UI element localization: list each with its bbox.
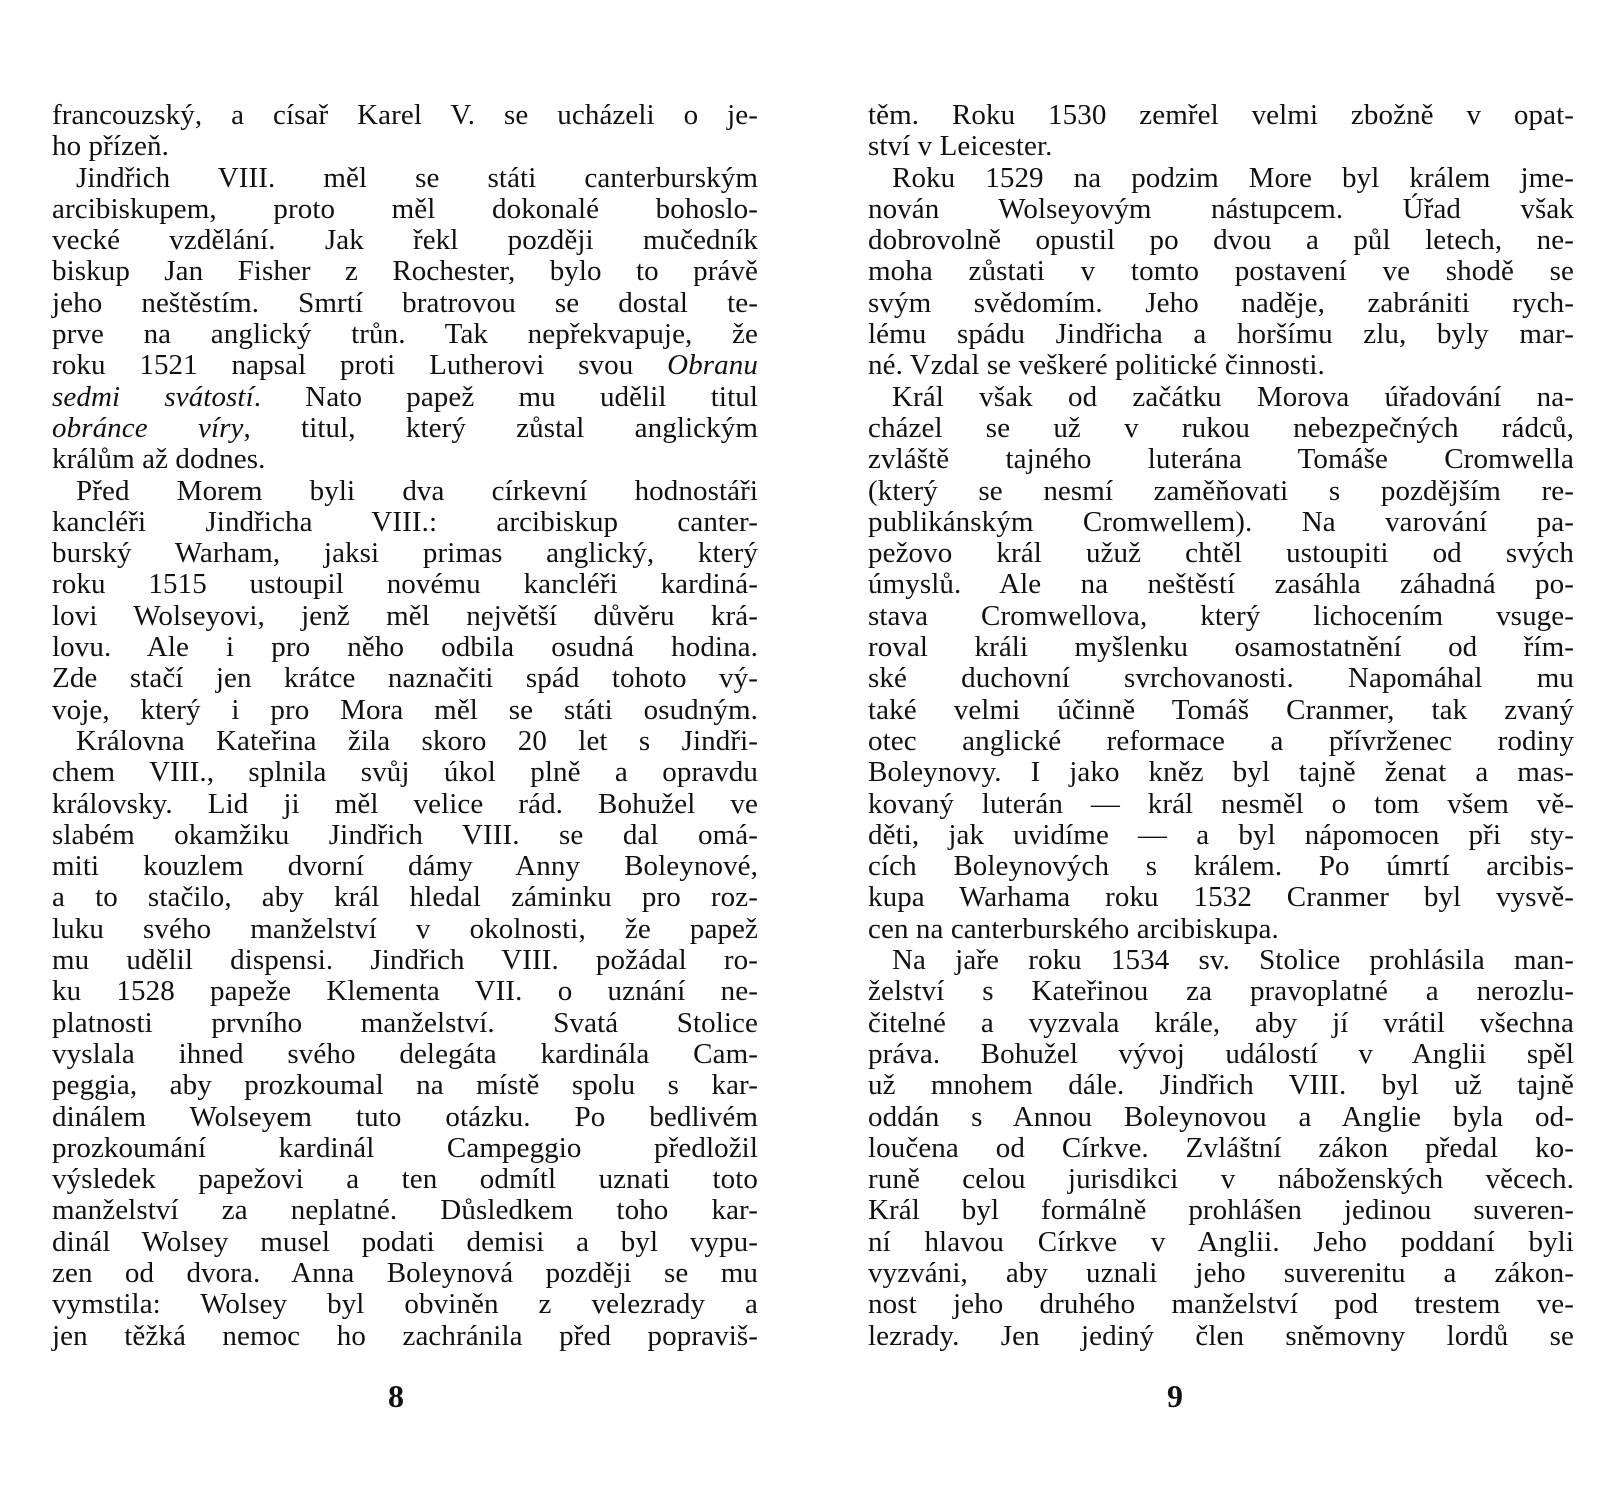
text-line xyxy=(52,100,758,131)
line-text: ku 1528 papeže Klementa VII. o uznání ne- xyxy=(52,975,758,1008)
line-text: čitelné a vyzvala krále, aby jí vrátil všechna xyxy=(868,1006,1574,1039)
text-line xyxy=(52,945,758,976)
line-text: děti, jak uvidíme — a byl nápomocen při sty- xyxy=(868,818,1574,851)
line-text: ství v Leicester. xyxy=(868,130,1053,163)
line-text: mu udělil dispensi. Jindřich VIII. požádal ro- xyxy=(52,944,758,977)
text-line xyxy=(52,1321,758,1352)
text-line xyxy=(868,444,1574,475)
text-line xyxy=(52,194,758,225)
text-line xyxy=(52,163,758,194)
line-text: francouzský, a císař Karel V. se ucházeli o je- xyxy=(52,99,758,131)
line-text: biskup Jan Fisher z Rochester, bylo to právě xyxy=(52,255,758,288)
text-line xyxy=(52,1008,758,1039)
line-text: lezrady. Jen jediný člen sněmovny lordů se xyxy=(868,1319,1574,1352)
line-text: ho přízeň. xyxy=(52,130,169,163)
line-text: luku svého manželství v okolnosti, že papež xyxy=(52,912,758,945)
text-line xyxy=(868,1258,1574,1289)
line-text: stava Cromwellova, který lichocením vsuge- xyxy=(868,599,1574,632)
line-text: lému spádu Jindřicha a horšímu zlu, byly mar- xyxy=(868,318,1574,351)
text-line xyxy=(868,1133,1574,1164)
text-line xyxy=(868,100,1574,131)
text-line xyxy=(868,476,1574,507)
line-text: také velmi účinně Tomáš Cranmer, tak zvaný xyxy=(868,693,1574,726)
line-text: ní hlavou Církve v Anglii. Jeho poddaní byli xyxy=(868,1225,1574,1258)
line-text: prozkoumání kardinál Campeggio předložil xyxy=(52,1131,758,1164)
text-line xyxy=(52,1133,758,1164)
text-line xyxy=(868,1227,1574,1258)
text-line xyxy=(868,256,1574,287)
text-line xyxy=(52,976,758,1007)
line-text: lovi Wolseyovi, jenž měl největší důvěru krá- xyxy=(52,599,758,632)
line-text: želství s Kateřinou za pravoplatné a nerozlu- xyxy=(868,975,1574,1008)
text-line xyxy=(52,1195,758,1226)
line-text: vecké vzdělání. Jak řekl později mučedník xyxy=(52,224,758,257)
text-line xyxy=(868,1102,1574,1133)
text-line xyxy=(52,663,758,694)
line-text: prve na anglický trůn. Tak nepřekvapuje, že xyxy=(52,318,758,351)
text-line xyxy=(52,538,758,569)
right-page-text xyxy=(868,100,1574,1352)
text-line xyxy=(52,757,758,788)
line-text: vyzváni, aby uznali jeho suverenitu a zákon- xyxy=(868,1256,1574,1289)
line-text: jen těžká nemoc ho zachránila před popraviš- xyxy=(52,1319,758,1352)
line-text: Královna Kateřina žila skoro 20 let s Jindři- xyxy=(76,724,758,757)
left-page xyxy=(52,0,758,1500)
text-line xyxy=(52,1289,758,1320)
line-text: svým svědomím. Jeho naděje, zabrániti rych- xyxy=(868,286,1574,319)
text-line xyxy=(52,225,758,256)
line-text: roku 1521 napsal proti Lutherovi svou xyxy=(52,349,668,382)
line-text: miti kouzlem dvorní dámy Anny Boleynové, xyxy=(52,850,758,883)
text-line xyxy=(868,601,1574,632)
text-line xyxy=(52,1039,758,1070)
text-line xyxy=(868,194,1574,225)
text-line xyxy=(52,350,758,381)
text-line xyxy=(52,507,758,538)
text-line xyxy=(868,1321,1574,1352)
text-line xyxy=(52,914,758,945)
italic-title: Obranu xyxy=(667,349,758,382)
line-text: loučena od Církve. Zvláštní zákon předal ko- xyxy=(868,1131,1574,1164)
line-text: peggia, aby prozkoumal na místě spolu s kar- xyxy=(52,1069,758,1102)
line-text: kancléři Jindřicha VIII.: arcibiskup canter- xyxy=(52,505,758,538)
text-line xyxy=(868,851,1574,882)
line-text: práva. Bohužel vývoj událostí v Anglii spěl xyxy=(868,1037,1574,1070)
line-text: výsledek papežovi a ten odmítl uznati toto xyxy=(52,1163,758,1196)
text-line xyxy=(868,1039,1574,1070)
line-text: pežovo král užuž chtěl ustoupiti od svých xyxy=(868,537,1574,570)
text-line xyxy=(868,789,1574,820)
line-text: , titul, který zůstal anglickým xyxy=(243,411,758,444)
line-text: roku 1515 ustoupil novému kancléři kardiná- xyxy=(52,568,758,601)
line-text: Na jaře roku 1534 sv. Stolice prohlásila man- xyxy=(892,944,1574,977)
text-line xyxy=(52,382,758,413)
text-line xyxy=(868,1195,1574,1226)
text-line xyxy=(868,882,1574,913)
line-text: Roku 1529 na podzim More byl králem jme- xyxy=(892,161,1574,194)
line-text: těm. Roku 1530 zemřel velmi zbožně v opat- xyxy=(868,99,1574,131)
text-line xyxy=(868,288,1574,319)
line-text: chem VIII., splnila svůj úkol plně a opravdu xyxy=(52,756,758,789)
line-text: arcibiskupem, proto měl dokonalé bohoslo- xyxy=(52,192,758,225)
page-number: 8 xyxy=(388,1378,404,1414)
text-line xyxy=(868,914,1574,945)
line-text: nován Wolseyovým nástupcem. Úřad však xyxy=(868,192,1574,225)
line-text: lovu. Ale i pro něho odbila osudná hodina. xyxy=(52,631,758,664)
line-text: Král však od začátku Morova úřadování na- xyxy=(892,380,1574,413)
line-text: ské duchovní svrchovanosti. Napomáhal mu xyxy=(868,662,1574,695)
line-text: králům až dodnes. xyxy=(52,443,266,476)
text-line xyxy=(52,288,758,319)
text-line xyxy=(52,882,758,913)
line-text: už mnohem dále. Jindřich VIII. byl už tajně xyxy=(868,1069,1574,1102)
text-line xyxy=(52,319,758,350)
text-line xyxy=(52,476,758,507)
text-line xyxy=(868,225,1574,256)
text-line xyxy=(868,1070,1574,1101)
text-line xyxy=(52,726,758,757)
text-line xyxy=(52,131,758,162)
text-line xyxy=(52,789,758,820)
line-text: Před Morem byli dva církevní hodnostáři xyxy=(76,474,758,507)
line-text: cházel se už v rukou nebezpečných rádců, xyxy=(868,411,1574,444)
line-text: burský Warham, jaksi primas anglický, který xyxy=(52,537,758,570)
text-line xyxy=(52,1164,758,1195)
line-text: jeho neštěstím. Smrtí bratrovou se dostal te- xyxy=(52,286,758,319)
line-text: dinál Wolsey musel podati demisi a byl vypu- xyxy=(52,1225,758,1258)
line-text: úmyslů. Ale na neštěstí zasáhla záhadná po- xyxy=(868,568,1574,601)
line-text: moha zůstati v tomto postavení ve shodě se xyxy=(868,255,1574,288)
text-line xyxy=(52,444,758,475)
text-line xyxy=(52,601,758,632)
line-text: kupa Warhama roku 1532 Cranmer byl vysvě- xyxy=(868,881,1574,914)
line-text: otec anglické reformace a přívrženec rodiny xyxy=(868,724,1574,757)
text-line xyxy=(52,256,758,287)
text-line xyxy=(868,507,1574,538)
text-line xyxy=(868,163,1574,194)
text-line xyxy=(868,1008,1574,1039)
text-line xyxy=(52,632,758,663)
line-text: runě celou jurisdikci v náboženských věcech. xyxy=(868,1163,1574,1196)
text-line xyxy=(868,976,1574,1007)
text-line xyxy=(868,820,1574,851)
text-line xyxy=(868,632,1574,663)
text-line xyxy=(868,1164,1574,1195)
line-text: nost jeho druhého manželství pod trestem ve- xyxy=(868,1288,1574,1321)
line-text: roval králi myšlenku osamostatnění od řím- xyxy=(868,631,1574,664)
line-text: né. Vzdal se veškeré politické činnosti. xyxy=(868,349,1325,382)
line-text: královsky. Lid ji měl velice rád. Bohužel ve xyxy=(52,787,758,820)
text-line xyxy=(868,726,1574,757)
line-text: cích Boleynových s králem. Po úmrtí arcibis- xyxy=(868,850,1574,883)
text-line xyxy=(868,131,1574,162)
line-text: platnosti prvního manželství. Svatá Stolice xyxy=(52,1006,758,1039)
text-line xyxy=(868,695,1574,726)
page-number: 9 xyxy=(1167,1378,1183,1414)
line-text: vyslala ihned svého delegáta kardinála Cam- xyxy=(52,1037,758,1070)
text-line xyxy=(52,695,758,726)
line-text: Boleynovy. I jako kněz byl tajně ženat a mas- xyxy=(868,756,1574,789)
line-text: dobrovolně opustil po dvou a půl letech, ne- xyxy=(868,224,1574,257)
text-line xyxy=(868,319,1574,350)
text-line xyxy=(868,413,1574,444)
text-line xyxy=(868,945,1574,976)
line-text: a to stačilo, aby král hledal záminku pro roz- xyxy=(52,881,758,914)
line-text: (který se nesmí zaměňovati s pozdějším re- xyxy=(868,474,1574,507)
text-line xyxy=(868,569,1574,600)
text-line xyxy=(868,538,1574,569)
text-line xyxy=(52,1258,758,1289)
text-line xyxy=(52,1102,758,1133)
line-text: voje, který i pro Mora měl se státi osudným. xyxy=(52,693,758,726)
text-line xyxy=(52,1070,758,1101)
line-text: vymstila: Wolsey byl obviněn z velezrady a xyxy=(52,1288,758,1321)
line-text: publikánským Cromwellem). Na varování pa- xyxy=(868,505,1574,538)
text-line xyxy=(868,1289,1574,1320)
line-text: manželství za neplatné. Důsledkem toho kar- xyxy=(52,1194,758,1227)
line-text: slabém okamžiku Jindřich VIII. se dal omá- xyxy=(52,818,758,851)
line-text: cen na canterburského arcibiskupa. xyxy=(868,912,1279,945)
line-text: kovaný luterán — král nesměl o tom všem vě- xyxy=(868,787,1574,820)
text-line xyxy=(52,820,758,851)
text-line xyxy=(868,663,1574,694)
line-text: dinálem Wolseyem tuto otázku. Po bedlivém xyxy=(52,1100,758,1133)
right-page xyxy=(868,0,1574,1500)
text-line xyxy=(868,350,1574,381)
line-text: oddán s Annou Boleynovou a Anglie byla od- xyxy=(868,1100,1574,1133)
text-line xyxy=(52,1227,758,1258)
line-text: zvláště tajného luterána Tomáše Cromwella xyxy=(868,443,1574,476)
text-line xyxy=(52,851,758,882)
text-line xyxy=(868,382,1574,413)
left-page-text xyxy=(52,100,758,1352)
italic-title: obránce víry xyxy=(52,411,244,444)
text-line xyxy=(868,757,1574,788)
text-line xyxy=(52,413,758,444)
line-text: . Nato papež mu udělil titul xyxy=(253,380,758,413)
line-text: zen od dvora. Anna Boleynová později se mu xyxy=(52,1256,758,1289)
line-text: Zde stačí jen krátce naznačiti spád tohoto vý- xyxy=(52,662,758,695)
line-text: Král byl formálně prohlášen jedinou suveren- xyxy=(868,1194,1574,1227)
italic-title: sedmi svátostí xyxy=(52,380,254,413)
text-line xyxy=(52,569,758,600)
line-text: Jindřich VIII. měl se státi canterburským xyxy=(76,161,758,194)
